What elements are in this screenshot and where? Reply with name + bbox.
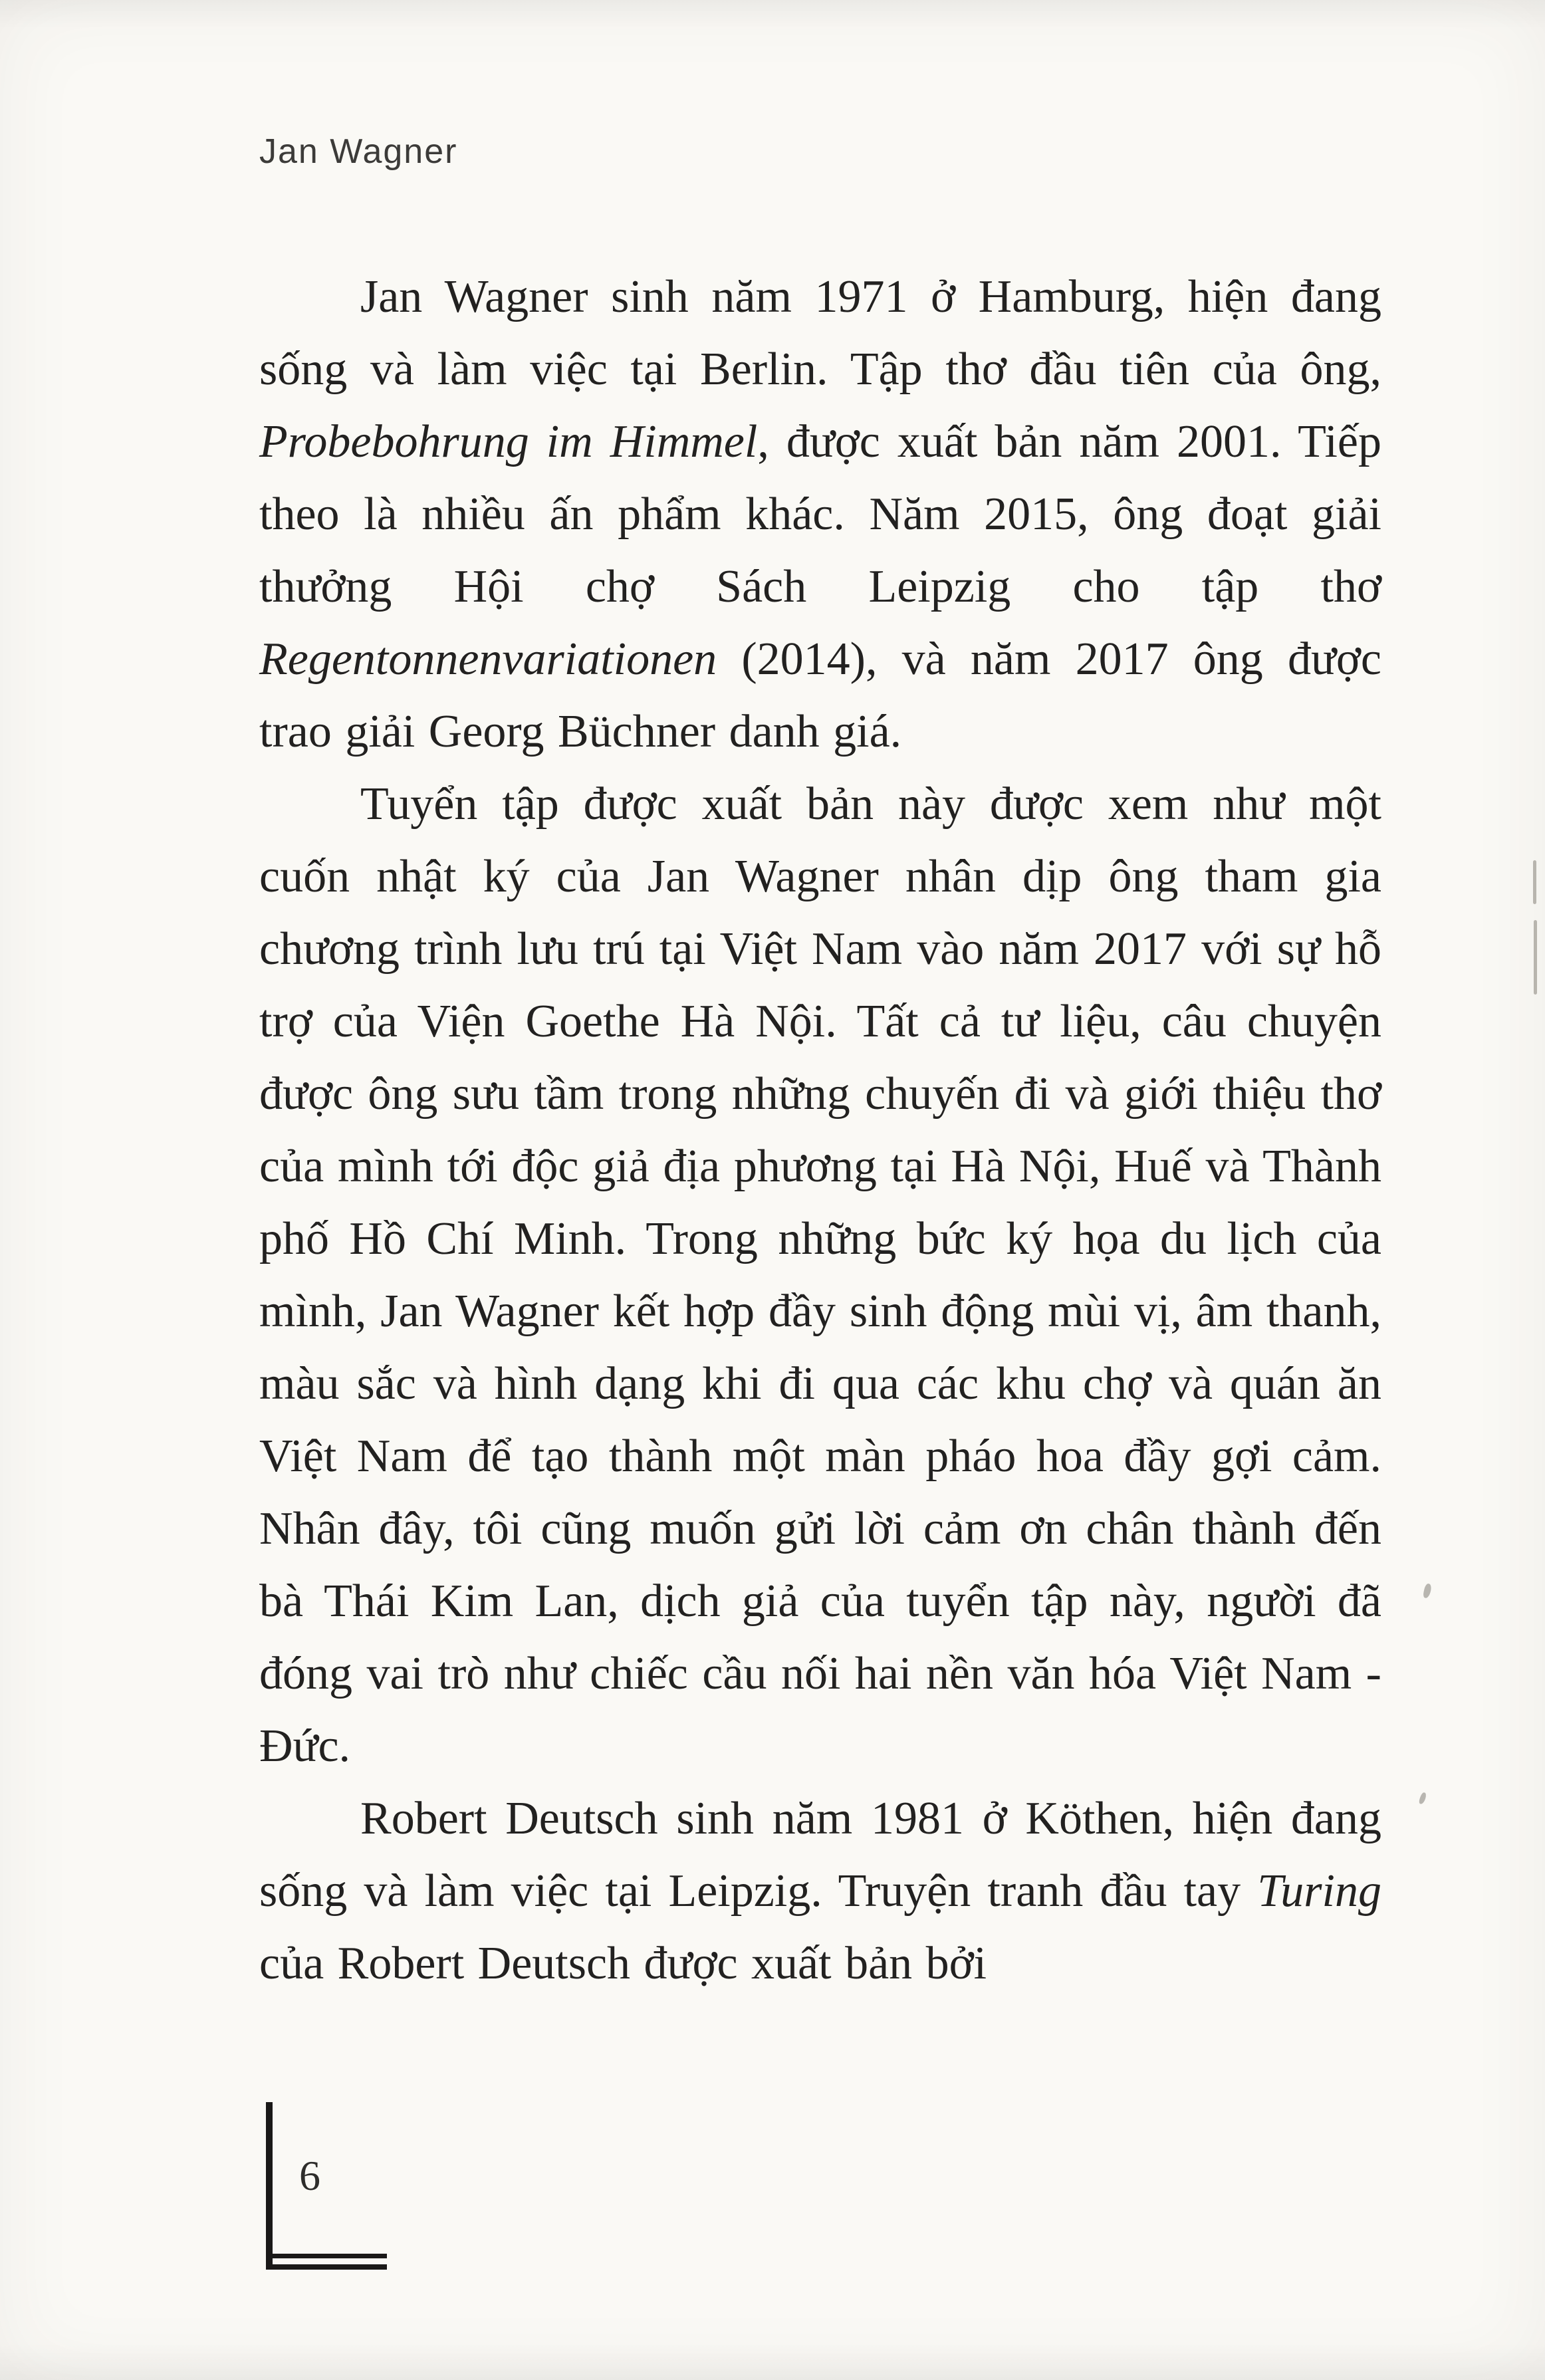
scan-artifact-dash xyxy=(1533,860,1536,904)
footer-rule-top xyxy=(266,2254,387,2258)
body-text xyxy=(259,261,1381,2000)
italic-book-title: Turing xyxy=(1257,1865,1381,1917)
paragraph-3 xyxy=(259,1782,1381,2000)
running-header: Jan Wagner xyxy=(259,132,458,171)
text-segment: của Robert Deutsch được xuất bản bởi xyxy=(259,1938,987,1989)
text-segment: Tuyển tập được xuất bản này được xem như một cuốn nhật ký của Jan Wagner nhân dịp ông tham gia chương trình lưu trú tại Việt Nam vào năm 2017 với sự hỗ trợ của Viện Goethe Hà Nội. Tất cả tư liệu, câu chuyện được ông sưu tầm trong những chuyến đi và giới thiệu thơ của mình tới độc giả địa phương tại Hà Nội, Huế và Thành phố Hồ Chí Minh. Trong những bức ký họa du lịch của mình, Jan Wagner kết hợp đầy sinh động mùi vị, âm thanh, màu sắc và hình dạng khi đi qua các khu chợ và quán ăn Việt Nam để tạo thành một màn pháo hoa đầy gợi cảm. Nhân đây, tôi cũng muốn gửi lời cảm ơn chân thành đến bà Thái Kim Lan, dịch giả của tuyển tập này, người đã đóng vai trò như chiếc cầu nối hai nền văn hóa Việt Nam - Đức. xyxy=(259,778,1381,1772)
paragraph-1 xyxy=(259,261,1381,768)
page-footer-ornament xyxy=(266,2102,387,2270)
paragraph-2 xyxy=(259,768,1381,1782)
italic-book-title: Probebohrung im Himmel xyxy=(259,416,758,467)
text-segment: Robert Deutsch sinh năm 1981 ở Köthen, hiện đang sống và làm việc tại Leipzig. Truyện tranh đầu tay xyxy=(259,1793,1381,1917)
text-segment: Jan Wagner sinh năm 1971 ở Hamburg, hiện đang sống và làm việc tại Berlin. Tập thơ đầu tiên của ông, xyxy=(259,271,1381,395)
scan-artifact-speck xyxy=(1418,1792,1427,1805)
page-number: 6 xyxy=(299,2152,320,2199)
text-segment: (2014), và năm 2017 ông được trao giải Georg Büchner danh giá. xyxy=(259,634,1381,757)
scan-artifact-speck xyxy=(1423,1583,1432,1599)
footer-rule-bottom xyxy=(266,2264,387,2270)
text-segment: , được xuất bản năm 2001. Tiếp theo là nhiều ấn phẩm khác. Năm 2015, ông đoạt giải thưởng Hội chợ Sách Leipzig cho tập thơ xyxy=(259,416,1381,612)
italic-book-title: Regentonnenvariationen xyxy=(259,634,717,685)
scan-artifact-dash xyxy=(1534,920,1537,995)
